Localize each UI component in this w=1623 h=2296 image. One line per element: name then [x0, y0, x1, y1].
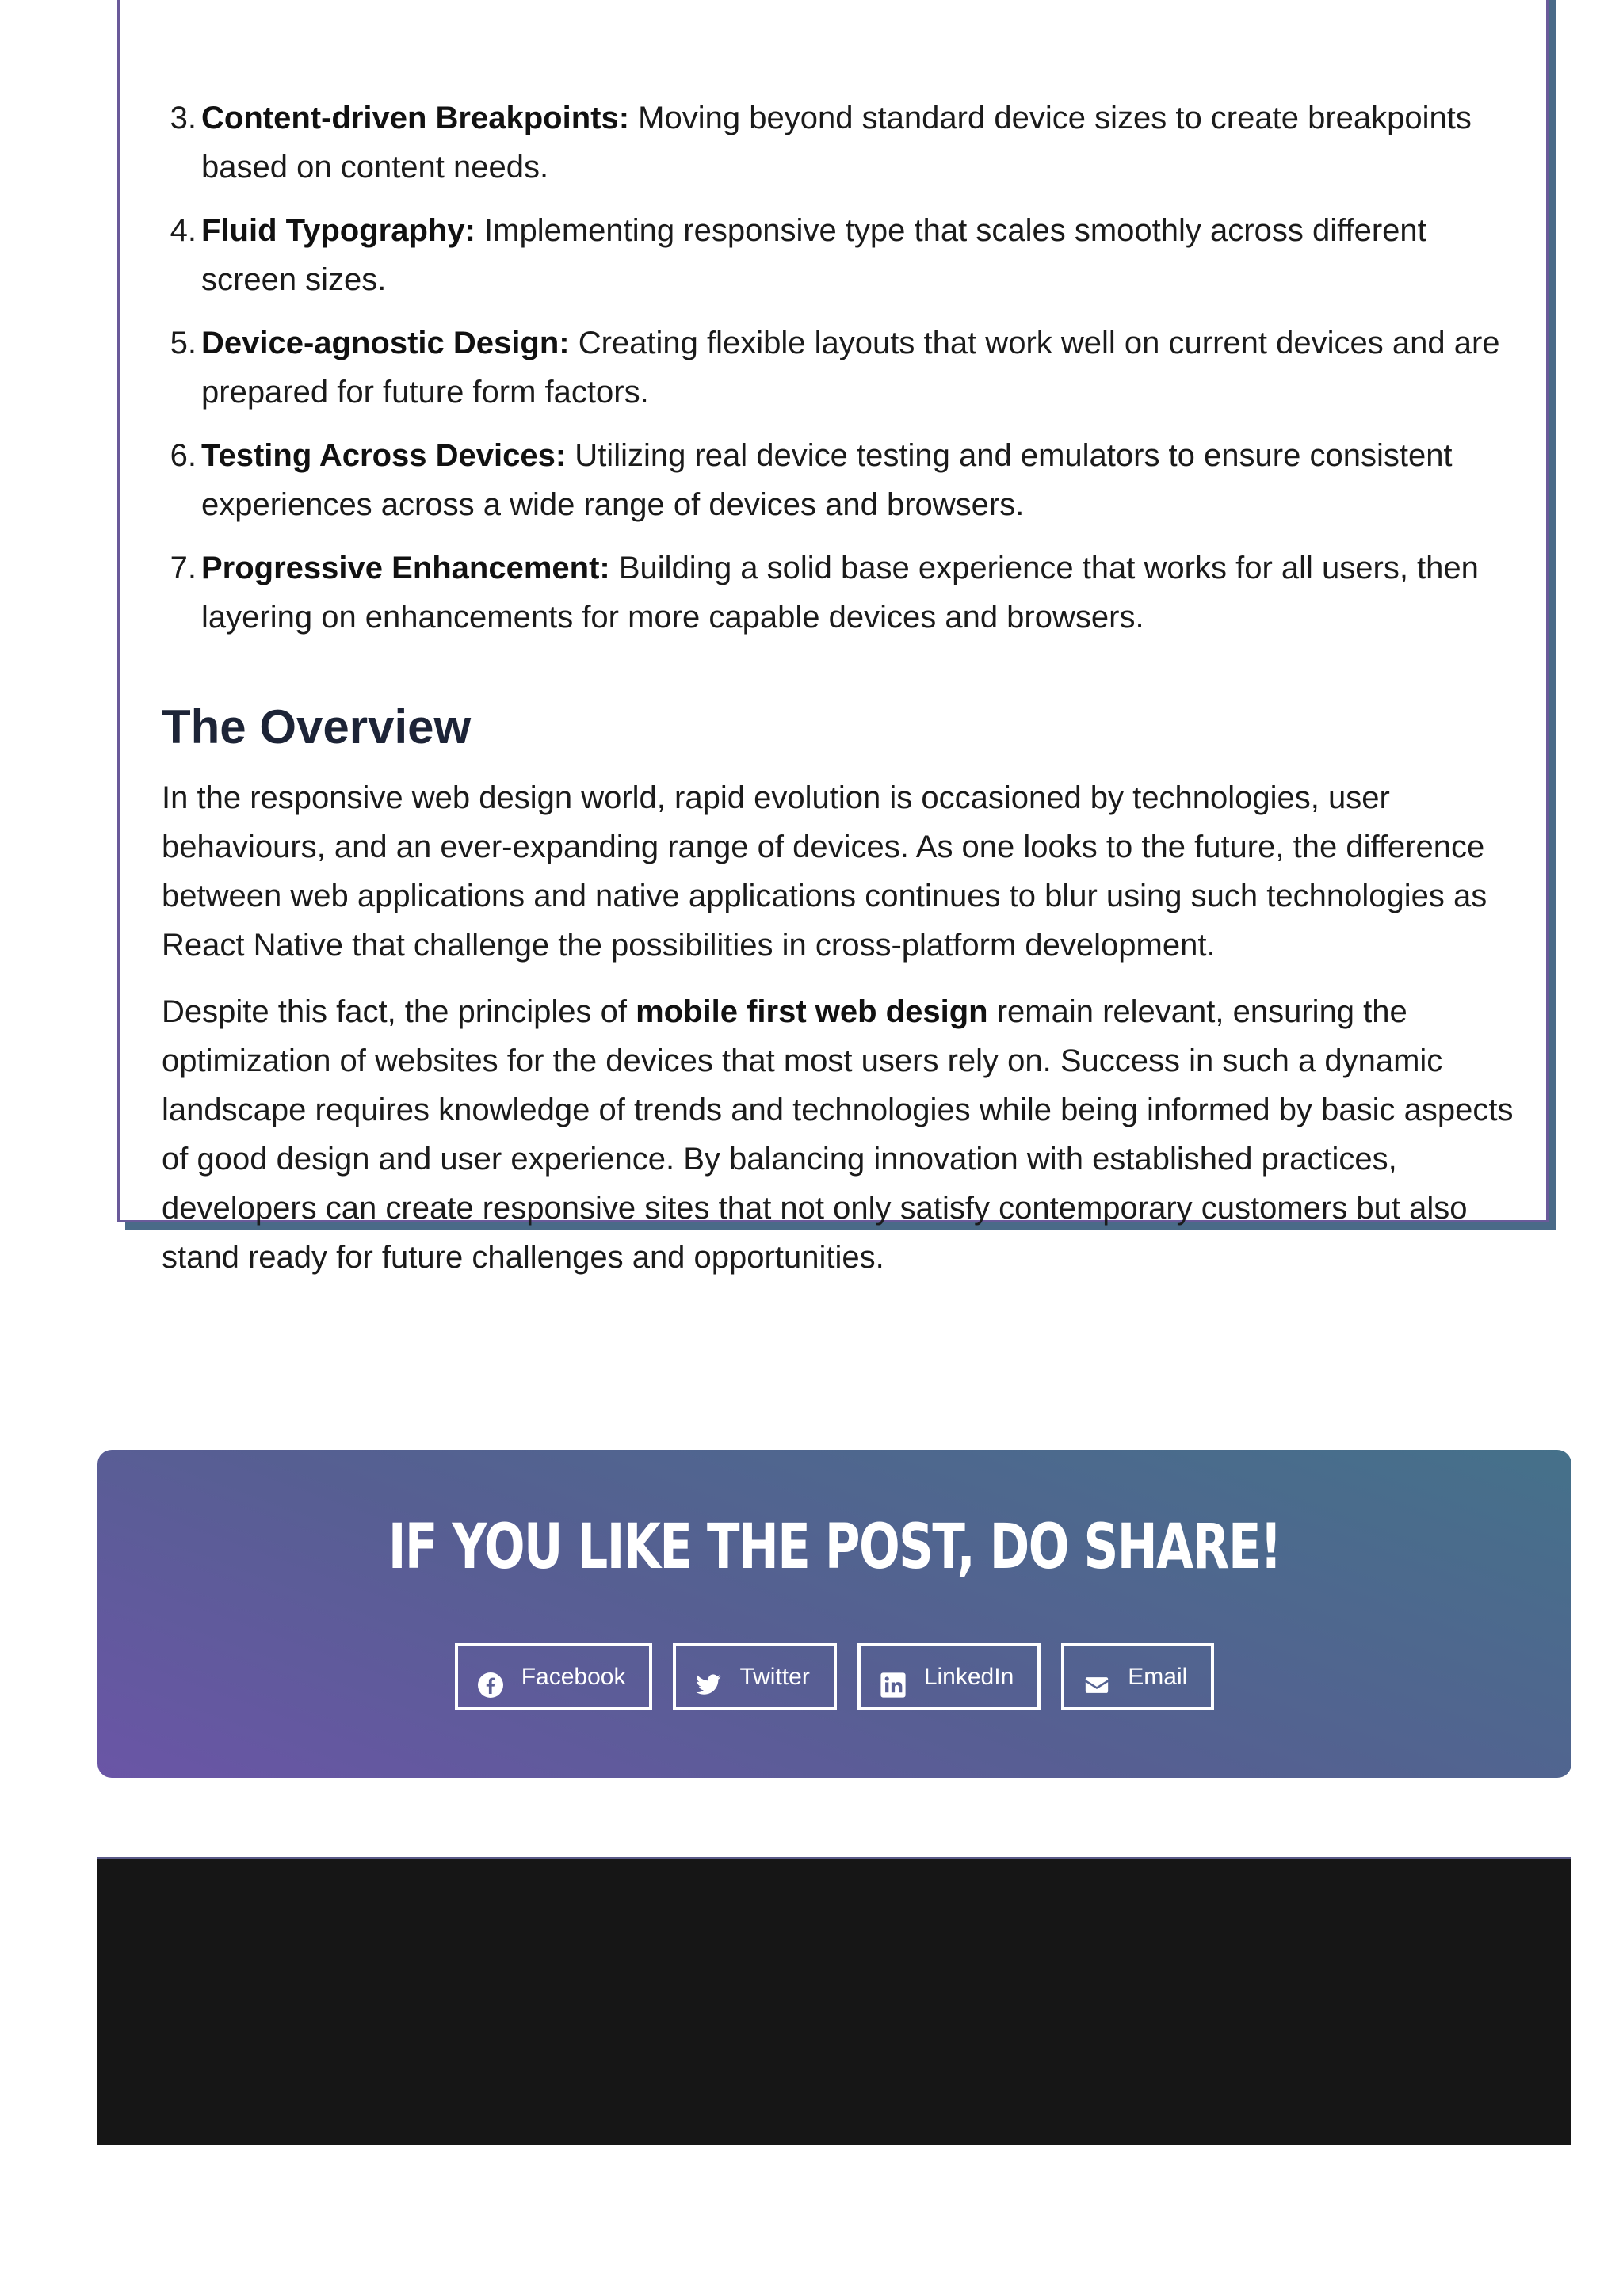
list-item — [201, 431, 1525, 529]
footer-block — [97, 1857, 1571, 2145]
email-share-button[interactable] — [1061, 1643, 1214, 1710]
feature-text: Utilizing real device testing and emulators to ensure consistent experiences across a wide range of devices and browsers. — [201, 438, 1453, 522]
feature-text: Building a solid base experience that works for all users, then layering on enhancements for more capable devices and browsers. — [201, 551, 1479, 635]
share-banner — [97, 1450, 1571, 1778]
feature-title: Fluid Typography: — [201, 213, 475, 248]
envelope-icon — [1083, 1661, 1110, 1688]
feature-text: Moving beyond standard device sizes to create breakpoints based on content needs. — [201, 101, 1472, 185]
card-shadow-accent — [1549, 0, 1556, 95]
facebook-share-button[interactable] — [455, 1643, 653, 1710]
list-item — [201, 206, 1525, 304]
overview-paragraph-2 — [162, 987, 1525, 1282]
facebook-label: Facebook — [521, 1664, 626, 1691]
email-label: Email — [1128, 1664, 1188, 1691]
list-item — [201, 543, 1525, 642]
facebook-icon — [477, 1661, 504, 1688]
overview-heading: The Overview — [162, 700, 472, 753]
feature-title: Device-agnostic Design: — [201, 326, 570, 360]
paragraph-text: remain relevant, ensuring the optimization of websites for the devices that most users rely on. Success in such a dynamic landscape requires knowledge of trends and technologies while being informed by basic aspects of good design and user experience. By balancing innovation with established practices, developers can create responsive sites that not only satisfy contemporary customers but also stand ready for future challenges and opportunities. — [162, 994, 1514, 1275]
share-buttons — [97, 1643, 1571, 1710]
feature-title: Content-driven Breakpoints: — [201, 101, 630, 135]
linkedin-icon — [880, 1661, 907, 1688]
feature-title: Progressive Enhancement: — [201, 551, 610, 585]
feature-text: Implementing responsive type that scales smoothly across different screen sizes. — [201, 213, 1426, 297]
feature-list — [162, 93, 1525, 642]
article-content — [162, 93, 1525, 1299]
overview-paragraph-1: In the responsive web design world, rapid evolution is occasioned by technologies, user behaviours, and an ever-expanding range of devices. As one looks to the future, the difference between web applications and native applications continues to blur using such technologies as React Native that challenge the possibilities in cross-platform development. — [162, 780, 1487, 963]
emphasis-text: mobile first web design — [636, 994, 988, 1029]
feature-text: Creating flexible layouts that work well on current devices and are prepared for future form factors. — [201, 326, 1500, 410]
linkedin-share-button[interactable] — [857, 1643, 1041, 1710]
share-heading: IF YOU LIKE THE POST, DO SHARE! — [388, 1512, 1281, 1583]
list-item — [201, 93, 1525, 192]
paragraph-text: Despite this fact, the principles of — [162, 994, 636, 1029]
twitter-label: Twitter — [739, 1664, 810, 1691]
article-card — [117, 0, 1549, 1275]
list-item — [201, 318, 1525, 417]
twitter-icon — [695, 1661, 722, 1688]
feature-title: Testing Across Devices: — [201, 438, 567, 473]
linkedin-label: LinkedIn — [923, 1664, 1014, 1691]
twitter-share-button[interactable] — [673, 1643, 836, 1710]
